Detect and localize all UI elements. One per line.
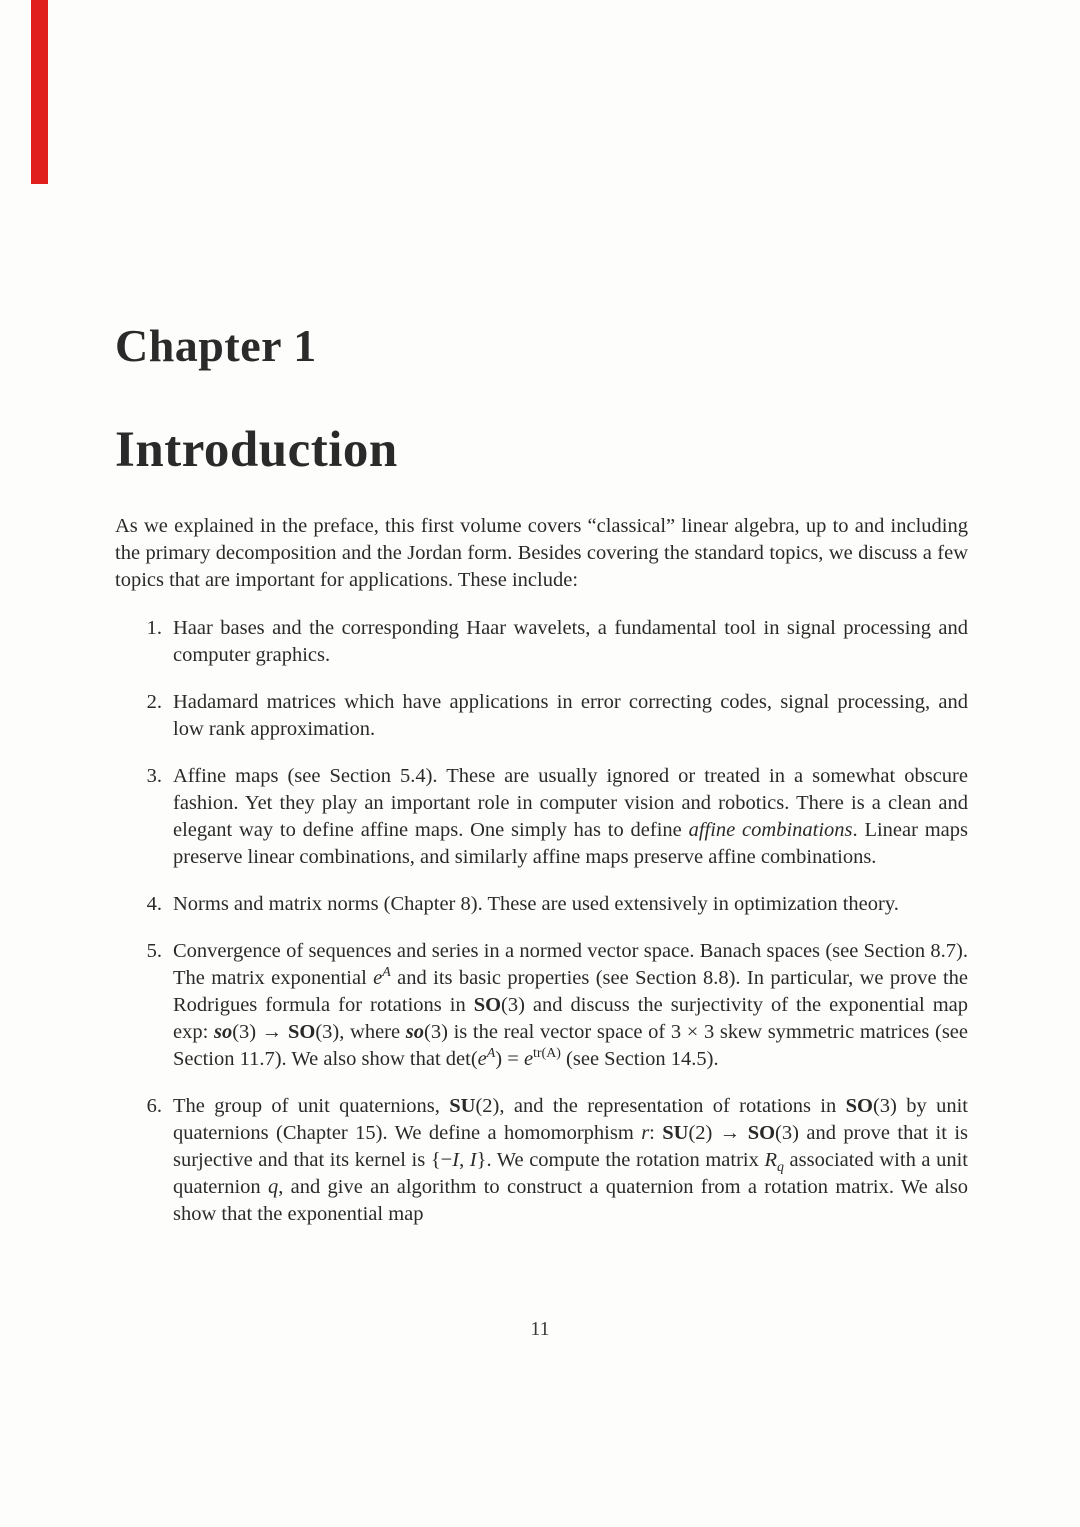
chapter-number-heading: Chapter 1 <box>115 320 317 371</box>
topics-list <box>115 615 968 1228</box>
list-item <box>115 891 968 918</box>
item-number: 6. <box>146 1094 162 1117</box>
intro-paragraph: As we explained in the preface, this first volume covers “classical” linear algebra, up to and including the primary decomposition and the Jordan form. Besides covering the standard topics, we discuss a few topics that are important for applications. These include: <box>115 514 968 591</box>
page-content <box>115 320 968 1248</box>
item-number: 4. <box>146 892 162 915</box>
item-number: 1. <box>146 616 162 639</box>
list-item <box>115 689 968 743</box>
item-number: 2. <box>146 690 162 713</box>
item-text: Affine maps (see Section 5.4). These are usually ignored or treated in a somewhat obscure fashion. Yet they play an important role in computer vision and robotics. There is a clean and elegant way to define affine maps. One simply has to define affine combinations. Linear maps preserve linear combinations, and similarly affine maps preserve affine combinations. <box>173 764 968 868</box>
item-text: Hadamard matrices which have applications in error correcting codes, signal processing, and low rank approximation. <box>173 690 968 740</box>
item-number: 3. <box>146 764 162 787</box>
chapter-title: Introduction <box>115 421 398 478</box>
list-item <box>115 938 968 1073</box>
list-item <box>115 763 968 871</box>
list-item <box>115 615 968 669</box>
item-number: 5. <box>146 939 162 962</box>
red-ribbon-bookmark <box>31 0 48 184</box>
item-text: The group of unit quaternions, SU(2), and the representation of rotations in SO(3) by unit quaternions (Chapter 15). We define a homomorphism r: SU(2) → SO(3) and prove that it is surjective and that its kernel is {−I, I}. We compute the rotation matrix $R_q$ associated with a unit quaternion q, and give an algorithm to construct a quaternion from a rotation matrix. We also show that the exponential map <box>173 1094 969 1225</box>
item-text: Norms and matrix norms (Chapter 8). These are used extensively in optimization theory. <box>173 892 899 915</box>
item-text: Convergence of sequences and series in a normed vector space. Banach spaces (see Section 8.7). The matrix exponential $e^A$ and its basic properties (see Section 8.8). In particular, we prove the Rodrigues formula for rotations in SO(3) and discuss the surjectivity of the exponential map exp: so(3) → SO(3), where so(3) is the real vector space of 3 × 3 skew symmetric matrices (see Section 11.7). We also show that $\det(e^A) = e^{tr(A)}$ (see Section 14.5). <box>173 939 969 1070</box>
page-number: 11 <box>530 1318 550 1340</box>
item-text: Haar bases and the corresponding Haar wavelets, a fundamental tool in signal processing and computer graphics. <box>173 616 968 666</box>
list-item <box>115 1093 968 1228</box>
